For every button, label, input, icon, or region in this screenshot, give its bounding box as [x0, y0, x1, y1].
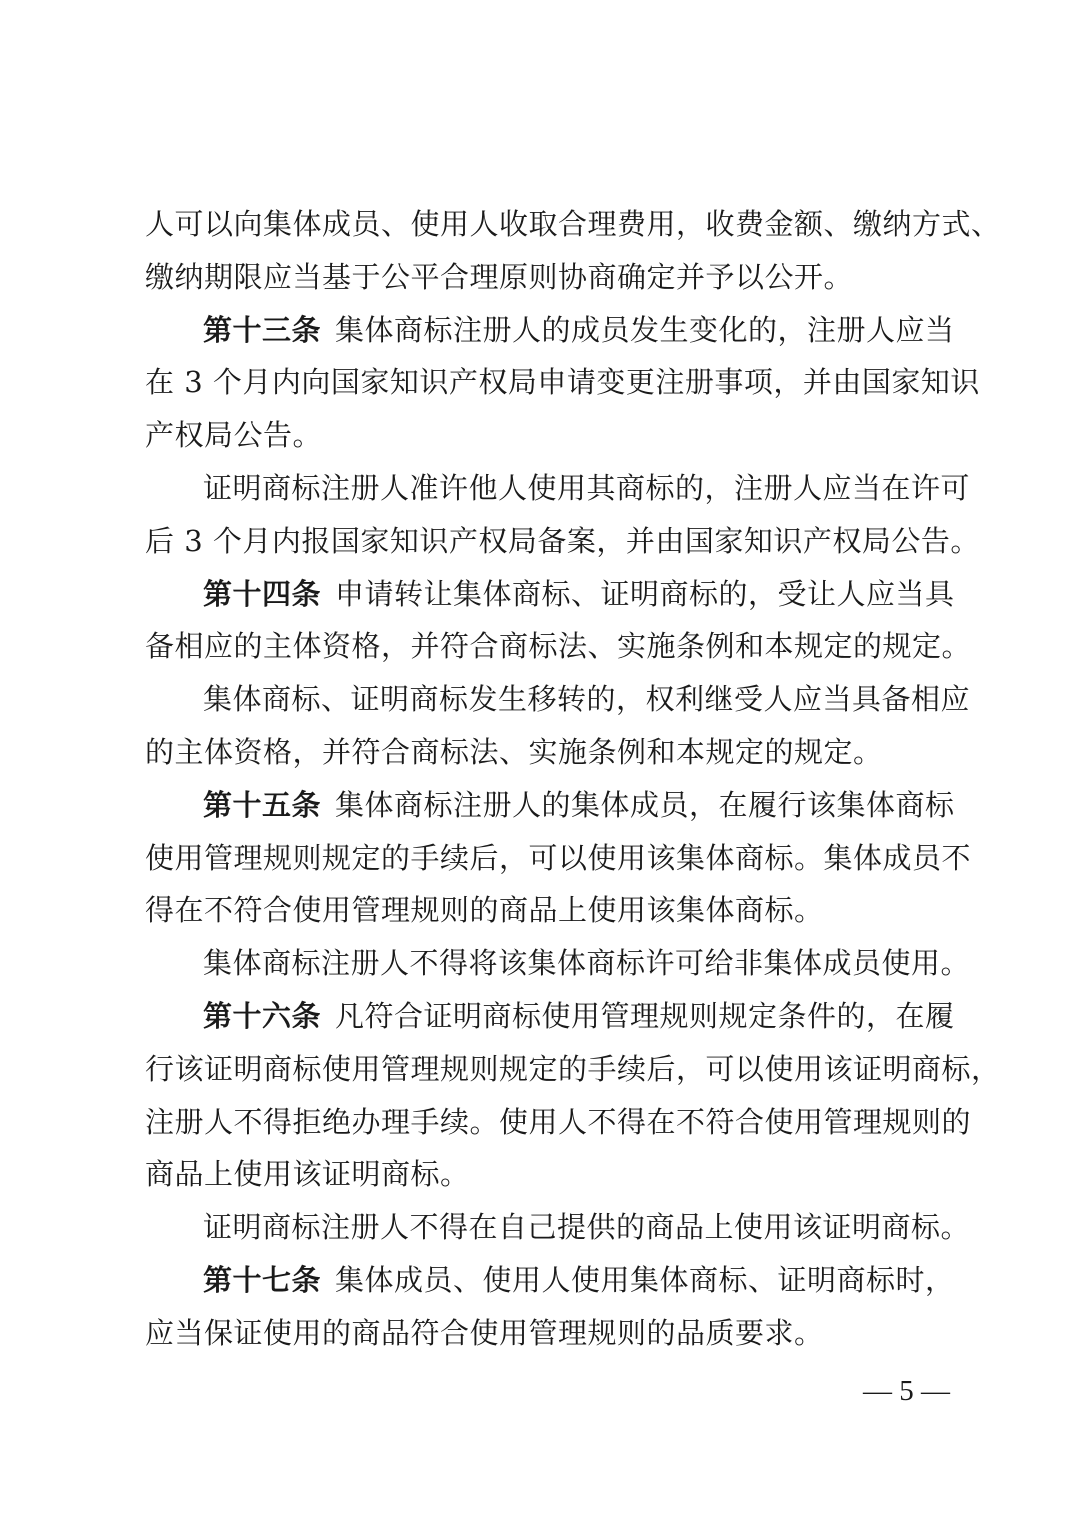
article-title: 第十五条: [203, 787, 322, 822]
text-line: 使用管理规则规定的手续后，可以使用该集体商标。集体成员不: [145, 840, 972, 875]
text-line: 缴纳期限应当基于公平合理原则协商确定并予以公开。: [145, 259, 854, 294]
text-line: 的主体资格，并符合商标法、实施条例和本规定的规定。: [145, 734, 883, 769]
article-15-paragraph-2: [145, 937, 971, 990]
text-line: 集体商标注册人不得将该集体商标许可给非集体成员使用。: [203, 946, 971, 981]
article-first-line: [145, 990, 955, 1043]
article-title: 第十三条: [203, 312, 322, 347]
text-line: 备相应的主体资格，并符合商标法、实施条例和本规定的规定。: [145, 629, 972, 664]
article-first-line: [145, 779, 955, 832]
text-line: 集体成员、使用人使用集体商标、证明商标时，: [335, 1262, 955, 1297]
document-body: [145, 198, 1001, 1360]
text-line: 人可以向集体成员、使用人收取合理费用，收费金额、缴纳方式、: [145, 207, 1001, 241]
article-16-paragraph-2: [145, 1201, 971, 1254]
text-line: 凡符合证明商标使用管理规则规定条件的，在履: [335, 998, 955, 1033]
article-14-paragraph-2: [145, 673, 971, 779]
text-line: 后 3 个月内报国家知识产权局备案，并由国家知识产权局公告。: [145, 523, 980, 558]
article-17: [145, 1254, 955, 1360]
article-15: [145, 779, 972, 937]
text-line: 产权局公告。: [145, 418, 323, 453]
article-title: 第十六条: [203, 998, 322, 1033]
text-line: 证明商标注册人不得在自己提供的商品上使用该证明商标。: [203, 1210, 971, 1245]
text-line: 行该证明商标使用管理规则规定的手续后，可以使用该证明商标，: [145, 1051, 1001, 1086]
text-line: 集体商标注册人的成员发生变化的，注册人应当: [335, 312, 955, 347]
text-line: 在 3 个月内向国家知识产权局申请变更注册事项，并由国家知识: [145, 365, 980, 400]
article-13: [145, 304, 980, 462]
article-first-line: [145, 568, 955, 621]
article-title: 第十四条: [203, 576, 322, 611]
text-line: 申请转让集体商标、证明商标的，受让人应当具: [335, 576, 955, 611]
text-line: 注册人不得拒绝办理手续。使用人不得在不符合使用管理规则的: [145, 1104, 972, 1139]
page-number: — 5 —: [863, 1375, 950, 1407]
text-line: 商品上使用该证明商标。: [145, 1157, 470, 1192]
text-line: 得在不符合使用管理规则的商品上使用该集体商标。: [145, 893, 824, 928]
text-line: 证明商标注册人准许他人使用其商标的，注册人应当在许可: [203, 470, 971, 505]
article-title: 第十七条: [203, 1262, 322, 1297]
article-16: [145, 990, 1001, 1201]
article-13-paragraph-2: [145, 462, 980, 568]
text-line: 集体商标、证明商标发生移转的，权利继受人应当具备相应: [203, 682, 971, 717]
text-line: 集体商标注册人的集体成员，在履行该集体商标: [335, 787, 955, 822]
paragraph-continuation: [145, 198, 1001, 304]
text-line: 应当保证使用的商品符合使用管理规则的品质要求。: [145, 1315, 824, 1350]
article-first-line: [145, 1254, 955, 1307]
article-first-line: [145, 304, 955, 357]
article-14: [145, 568, 972, 674]
